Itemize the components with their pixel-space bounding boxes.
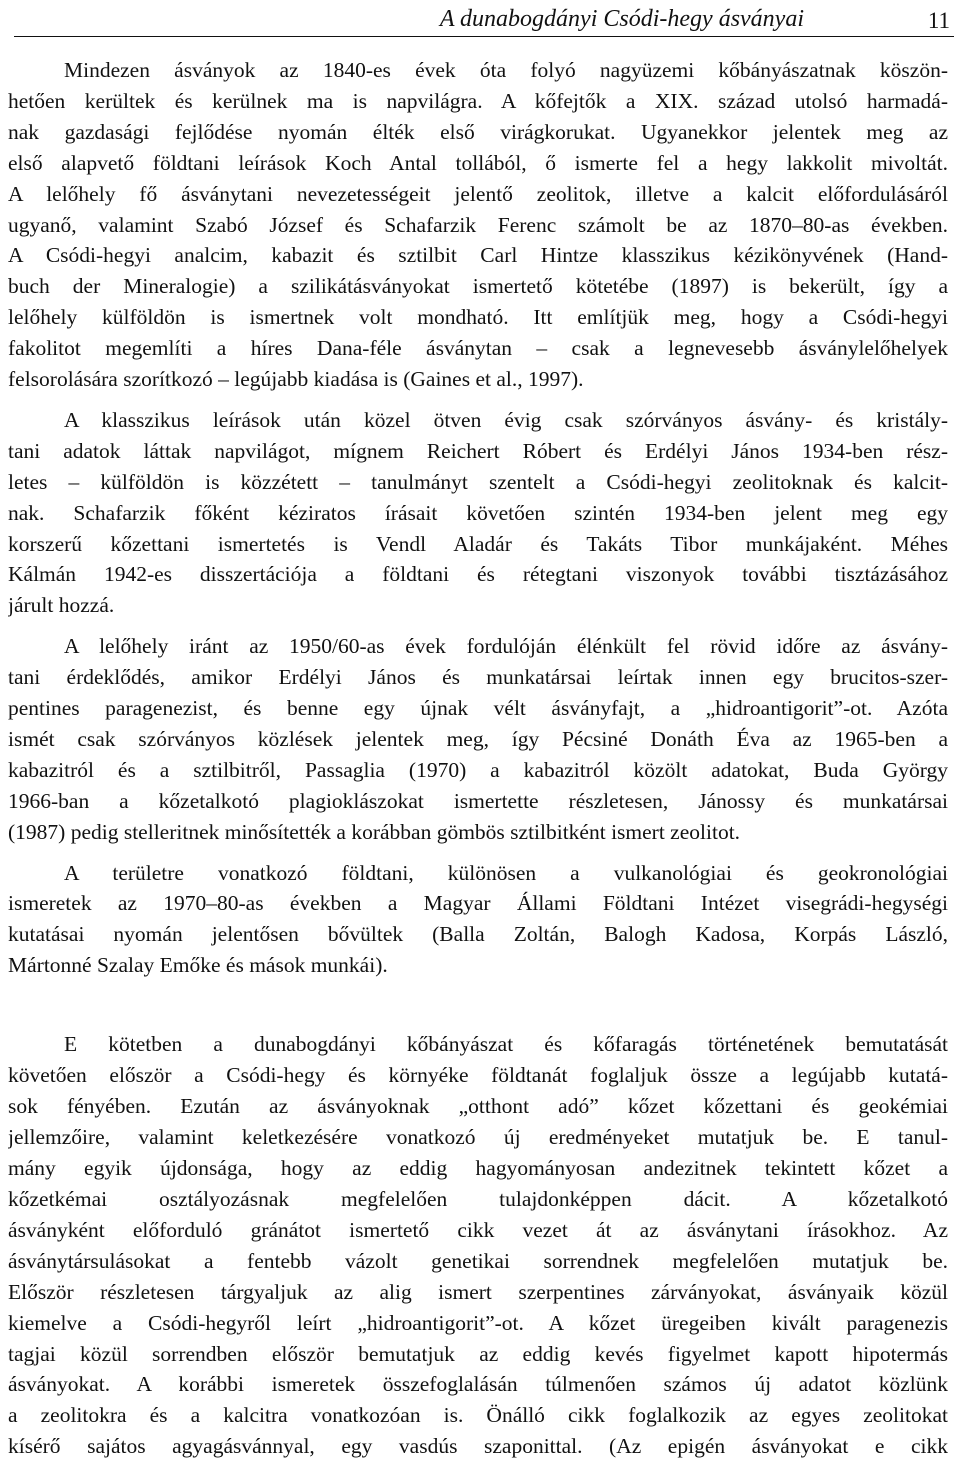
text-line: hetően kerültek és kerülnek ma is napvilágra. A kőfejtők a XIX. század utolsó harmadá- [8,89,948,113]
text-line: tani adatok láttak napvilágot, mígnem Reichert Róbert és Erdélyi János 1934-ben rész- [8,439,948,463]
text-line: A lelőhely fő ásványtani nevezetességeit jelentő zeolitok, illetve a kalcit előfordulásáról [8,182,948,206]
text-line: ásványokat. A korábbi ismeretek összefoglalásán túlmenően számos új adatot közlünk [8,1372,948,1396]
text-line: kutatásai nyomán jelentősen bővültek (Balla Zoltán, Balogh Kadosa, Korpás László, [8,922,948,946]
text-line: a zeolitokra és a kalcitra vonatkozóan is. Önálló cikk foglalkozik az egyes zeolitokat [8,1403,948,1427]
text-line: felsorolására szorítkozó – legújabb kiadása is (Gaines et al., 1997). [8,367,584,391]
text-line: ásványtársulásokat a fentebb vázolt genetikai sorrendnek megfelelően mutatjuk be. [8,1249,948,1273]
text-line: kabazitról és a sztilbitről, Passaglia (1970) a kabazitról közölt adatokat, Buda György [8,758,948,782]
text-line: járult hozzá. [8,593,115,617]
text-line: 1966-ban a kőzetalkotó plagioklászokat ismertette részletesen, Jánossy és munkatársai [8,789,948,813]
running-header-title: A dunabogdányi Csódi-hegy ásványai [439,6,804,32]
text-line: kiemelve a Csódi-hegyről leírt „hidroantigorit”-ot. A kőzet üregeiben kivált paragenezis [8,1311,948,1335]
text-line: mány egyik újdonsága, hogy az eddig hagyományosan andezitnek tekintett kőzet a [8,1156,948,1180]
text-line: jellemzőire, valamint keletkezésére vonatkozó új eredményeket mutatjuk be. E tanul- [8,1125,948,1149]
text-line: követően először a Csódi-hegy és környéke földtanát foglaljuk össze a legújabb kutatá- [8,1063,948,1087]
page-number: 11 [927,8,950,33]
text-line: első alapvető földtani leírások Koch Antal tollából, ő ismerte fel a hegy lakkolit mivoltát. [8,151,948,175]
text-line: tagjai közül sorrendben először bemutatjuk az eddig kevés figyelmet kapott hipotermás [8,1342,948,1366]
text-line: ismeretek az 1970–80-as években a Magyar Állami Földtani Intézet visegrádi-hegységi [8,891,948,915]
text-line: sok fényében. Ezután az ásványoknak „otthont adó” kőzet kőzettani és geokémiai [8,1094,948,1118]
text-line: ásványként előforduló gránátot ismertető cikk vezet át az ásványtani írásokhoz. Az [8,1218,948,1242]
text-line: letes – külföldön is közzétett – tanulmányt szentelt a Csódi-hegyi zeolitoknak és kalcit- [8,470,948,494]
text-line: fakolitot megemlíti a híres Dana-féle ásványtan – csak a legnevesebb ásványlelőhelyek [8,336,948,360]
text-line: A klasszikus leírások után közel ötven évig csak szórványos ásvány- és kristály- [64,408,948,432]
text-line: (1987) pedig stelleritnek minősítették a korábban gömbös sztilbitként ismert zeolitot. [8,820,741,844]
text-line: Mártonné Szalay Emőke és mások munkái). [8,953,388,977]
text-line: buch der Mineralogie) a szilikátásványokat ismertető kötetébe (1897) is bekerült, így a [8,274,948,298]
text-line: Először részletesen tárgyaljuk az alig ismert szerpentines zárványokat, ásványaik közül [8,1280,948,1304]
text-line: Kálmán 1942-es disszertációja a földtani és rétegtani viszonyok további tisztázásához [8,562,948,586]
text-line: nak. Schafarzik főként kéziratos írásait követően szintén 1934-ben jelent meg egy [8,501,948,525]
text-line: kőzetkémai osztályozásnak megfelelően tulajdonképpen dácit. A kőzetalkotó [8,1187,948,1211]
text-line: ismét csak szórványos közlések jelentek meg, így Pécsiné Donáth Éva az 1965-ben a [8,727,948,751]
text-line: A területre vonatkozó földtani, különösen a vulkanológiai és geokronológiai [64,861,948,885]
text-line: ugyanő, valamint Szabó József és Schafarzik Ferenc számolt be az 1870–80-as években. [8,213,948,237]
text-line: E kötetben a dunabogdányi kőbányászat és kőfaragás történetének bemutatását [64,1032,948,1056]
text-line: korszerű kőzettani ismertetés is Vendl Aladár és Takáts Tibor munkájaként. Méhes [8,532,948,556]
text-line: A Csódi-hegyi analcim, kabazit és sztilbit Carl Hintze klasszikus kézikönyvének (Hand- [8,243,948,267]
text-line: A lelőhely iránt az 1950/60-as évek fordulóján élénkült fel rövid időre az ásvány- [64,634,948,658]
text-line: nak gazdasági fejlődése nyomán élték első virágkorukat. Ugyanekkor jelentek meg az [8,120,948,144]
text-line: tani érdeklődés, amikor Erdélyi János és munkatársai leírtak innen egy brucitos-szer- [8,665,948,689]
running-header [14,2,954,37]
text-line: lelőhely külföldön is ismertnek volt mondható. Itt említjük meg, hogy a Csódi-hegyi [8,305,948,329]
text-line: Mindezen ásványok az 1840-es évek óta folyó nagyüzemi kőbányászatnak köszön- [64,58,948,82]
text-line: pentines paragenezist, és benne egy újnak vélt ásványfajt, a „hidroantigorit”-ot. Azóta [8,696,948,720]
text-line: kísérő sajátos agyagásvánnyal, egy vasdús szaponittal. (Az epigén ásványokat e cikk [8,1434,948,1458]
